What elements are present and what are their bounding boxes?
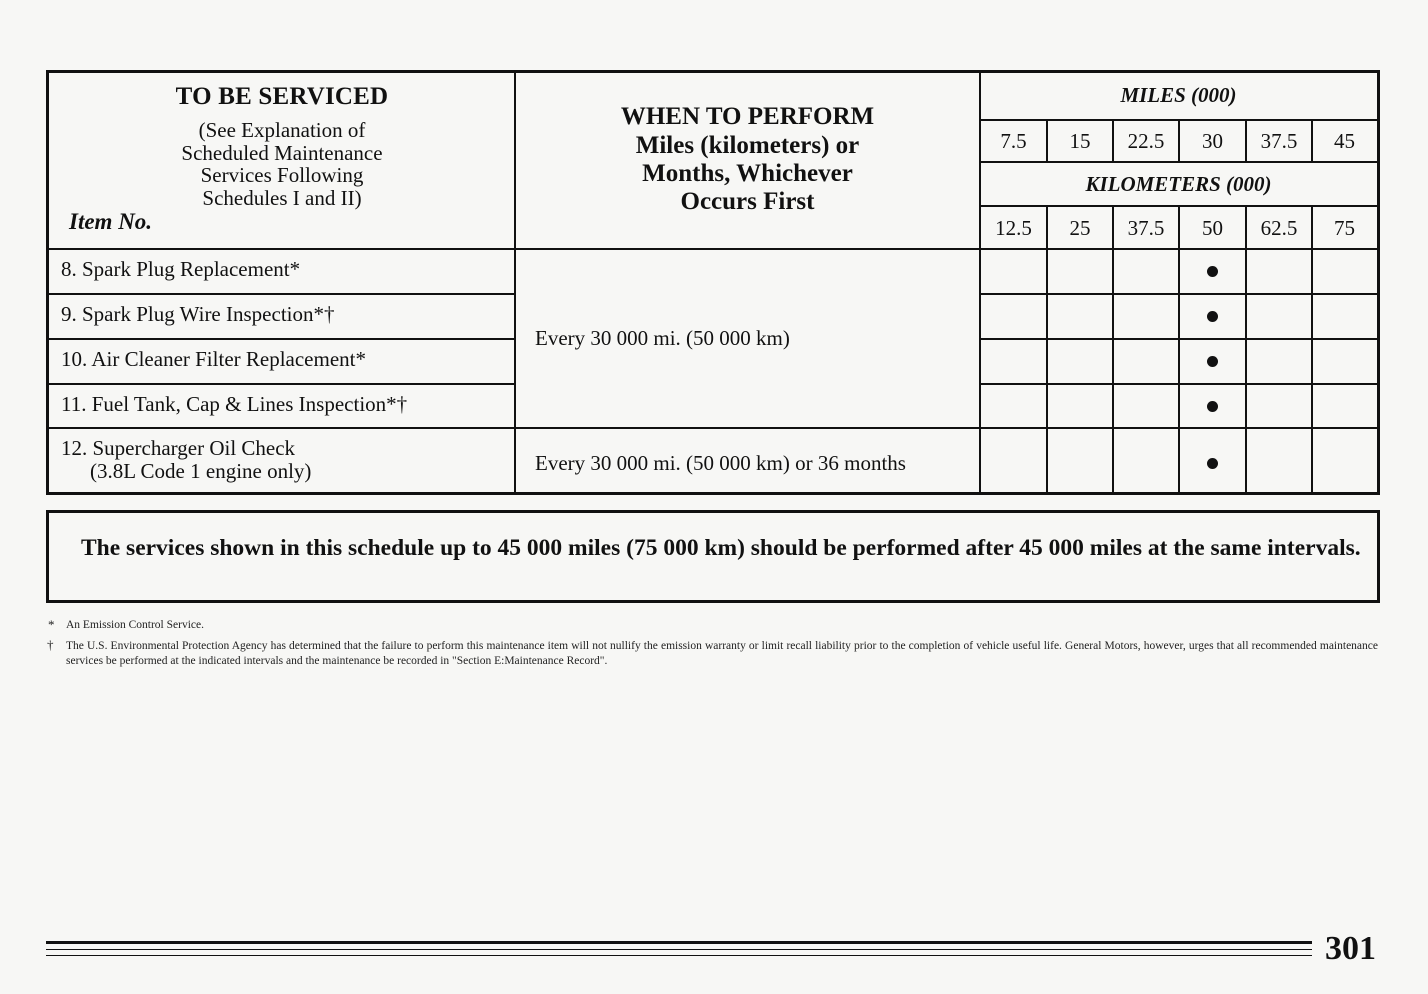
service-item: 11. Fuel Tank, Cap & Lines Inspection*† [61,392,408,416]
miles-label: MILES (000) [1120,83,1237,107]
page-number: 301 [1325,930,1376,967]
row-divider [980,205,1377,207]
miles-value: 30 [1202,129,1223,153]
interval-text: Every 30 000 mi. (50 000 km) or 36 months [535,451,906,475]
service-item-name: 12. Supercharger Oil Check [61,436,296,460]
row-divider [980,383,1377,385]
miles-value: 22.5 [1127,129,1165,153]
column-divider [1245,120,1247,162]
miles-value: 37.5 [1260,129,1298,153]
row-divider [49,293,515,295]
service-item: 10. Air Cleaner Filter Replacement* [61,347,366,371]
header-when-to-perform [515,73,980,249]
service-dot [1207,356,1218,367]
when-line: Miles (kilometers) or [635,132,860,159]
kilometers-label: KILOMETERS (000) [1085,172,1272,196]
column-divider [1178,120,1180,162]
footnote-mark: † [47,637,54,652]
column-divider [979,73,981,492]
row-divider [49,248,1377,250]
when-line: Occurs First [680,188,815,215]
schedule-notice-box [46,510,1380,603]
km-value: 12.5 [995,216,1032,240]
when-line: WHEN TO PERFORM [620,103,875,130]
miles-value: 15 [1069,129,1091,153]
explain-line: Services Following [200,163,364,187]
when-line: Months, Whichever [642,160,853,187]
service-dot [1207,266,1218,277]
footnote-emission: An Emission Control Service. [66,619,204,631]
row-divider [980,161,1377,163]
column-divider [1311,120,1313,162]
km-value: 50 [1202,216,1223,240]
km-value: 75 [1334,216,1355,240]
service-explanation [49,119,515,209]
column-divider [1112,120,1114,162]
explain-line: (See Explanation of [198,118,366,142]
header-to-be-serviced [49,73,515,249]
km-value: 25 [1069,216,1091,240]
service-title: TO BE SERVICED [175,83,389,110]
column-divider [514,73,516,492]
service-dot [1207,458,1218,469]
footnote-mark: * [48,617,55,632]
explain-line: Schedules I and II) [202,185,362,210]
miles-value: 45 [1334,129,1355,153]
row-divider [49,383,515,385]
service-dot [1207,401,1218,412]
service-dot [1207,311,1218,322]
km-value: 37.5 [1127,216,1165,240]
service-item: 9. Spark Plug Wire Inspection*† [61,302,335,326]
km-value: 62.5 [1260,216,1298,240]
service-item: 8. Spark Plug Replacement* [61,257,301,281]
service-item [61,437,311,483]
bottom-rule [46,949,1312,950]
row-divider [980,338,1377,340]
bottom-rule [46,955,1312,956]
row-divider [49,338,515,340]
item-no-label: Item No. [69,209,153,234]
maintenance-schedule-table [46,70,1380,495]
miles-value: 7.5 [1000,129,1027,153]
schedule-notice-text: The services shown in this schedule up to 45 000 miles (75 000 km) should be performed after 45 000 miles at the same intervals. [81,535,1361,561]
interval-text: Every 30 000 mi. (50 000 km) [535,326,790,350]
row-divider [980,119,1377,121]
bottom-rule [46,941,1312,944]
row-divider [49,427,1377,429]
column-divider [1046,120,1048,162]
explain-line: Scheduled Maintenance [181,140,383,165]
footnote-epa: The U.S. Environmental Protection Agency has determined that the failure to perform this maintenance item will not nullify the emission warranty or limit recall liability prior to the completion of vehicle useful life. General Motors, however, urges that all recommended maintenance services be performed at the indicated intervals and the maintenance be recorded in "Section E:Maintenance Record". [66,640,1378,667]
service-item-note: (3.8L Code 1 engine only) [90,459,312,483]
row-divider [980,293,1377,295]
